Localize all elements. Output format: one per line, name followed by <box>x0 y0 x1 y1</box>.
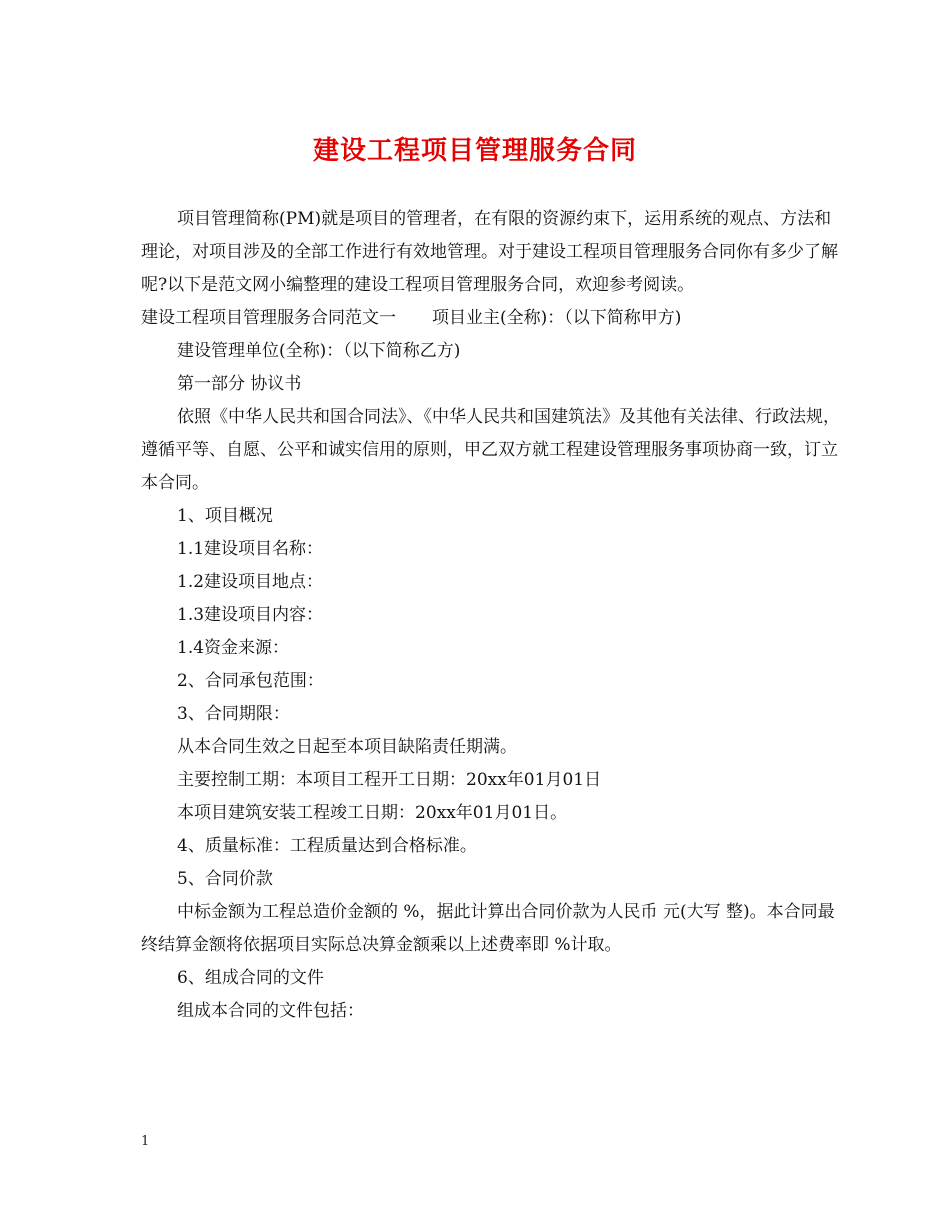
section-5-price: 中标金额为工程总造价金额的 %，据此计算出合同价款为人民币 元(大写 整)。本合同最终结算金额将依据项目实际总决算金额乘以上述费率即 %计取。 <box>141 902 835 955</box>
sample-heading-line <box>141 302 841 335</box>
section-5-heading: 5、合同价款 <box>177 869 273 889</box>
section-1-2: 1.2建设项目地点： <box>177 572 324 592</box>
section-4-quality: 4、质量标准：工程质量达到合格标准。 <box>177 836 477 856</box>
sample-heading: 建设工程项目管理服务合同范文一 <box>141 308 396 328</box>
section-3-term: 从本合同生效之日起至本项目缺陷责任期满。 <box>177 737 517 757</box>
section-3-completion-date: 本项目建筑安装工程竣工日期：20xx年01月01日。 <box>177 803 568 823</box>
section-1-4: 1.4资金来源： <box>177 638 290 658</box>
owner-line: 项目业主(全称)：（以下简称甲方) <box>432 308 682 328</box>
page-number: 1 <box>141 1134 150 1149</box>
intro-paragraph: 项目管理简称(PM)就是项目的管理者，在有限的资源约束下，运用系统的观点、方法和理论，对项目涉及的全部工作进行有效地管理。对于建设工程项目管理服务合同你有多少了解呢?以下是范文网小编整理的建设工程项目管理服务合同，欢迎参考阅读。 <box>141 209 838 295</box>
section-1-heading: 1、项目概况 <box>177 506 273 526</box>
section-6-documents: 组成本合同的文件包括： <box>177 1001 364 1021</box>
section-1-3: 1.3建设项目内容： <box>177 605 324 625</box>
manager-line: 建设管理单位(全称)：（以下简称乙方) <box>177 341 461 361</box>
section-3-start-date: 主要控制工期：本项目工程开工日期：20xx年01月01日 <box>177 770 602 790</box>
basis-paragraph: 依照《中华人民共和国合同法》、《中华人民共和国建筑法》及其他有关法律、行政法规，遵循平等、自愿、公平和诚实信用的原则，甲乙双方就工程建设管理服务事项协商一致，订立本合同。 <box>141 407 840 493</box>
section-6-heading: 6、组成合同的文件 <box>177 968 324 988</box>
part-one-heading: 第一部分 协议书 <box>177 374 302 394</box>
document-body <box>141 203 841 1028</box>
section-2-heading: 2、合同承包范围： <box>177 671 324 691</box>
section-1-1: 1.1建设项目名称： <box>177 539 324 559</box>
section-3-heading: 3、合同期限： <box>177 704 290 724</box>
document-title: 建设工程项目管理服务合同 <box>312 136 637 166</box>
